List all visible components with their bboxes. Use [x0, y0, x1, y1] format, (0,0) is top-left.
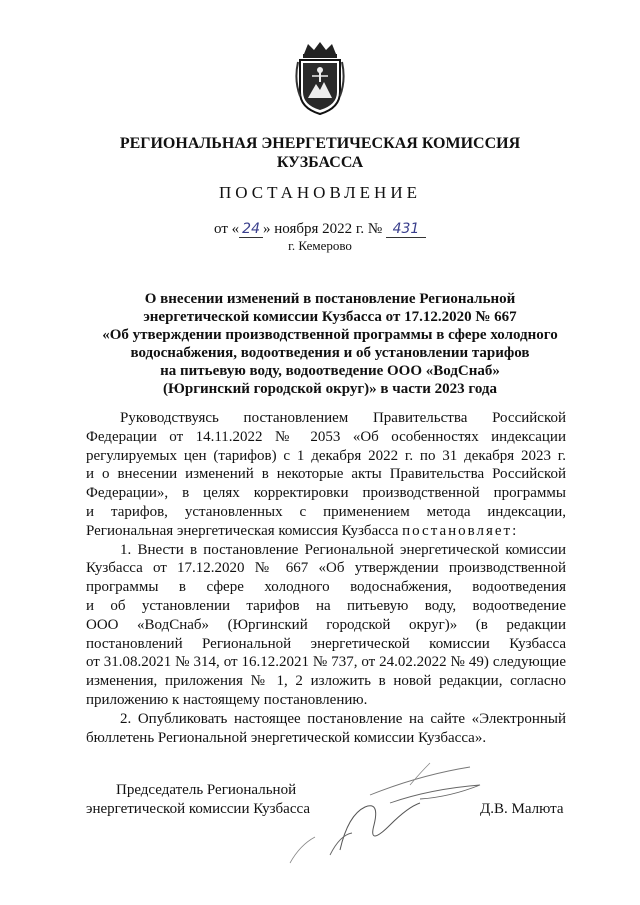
body-line: от 31.08.2021 № 314, от 16.12.2021 № 737, от 24.02.2022 № 49) следующие [86, 654, 566, 671]
title-line: О внесении изменений в постановление Региональной [144, 291, 516, 307]
body-line: постановлений Региональной энергетической комиссии Кузбасса [86, 635, 566, 652]
resolution-prefix: Региональная энергетическая комиссия Кузбасса [86, 522, 403, 539]
organization-name-line1: РЕГИОНАЛЬНАЯ ЭНЕРГЕТИЧЕСКАЯ КОМИССИЯ [119, 135, 521, 152]
document-number-handwritten: 431 [386, 221, 426, 238]
date-number-line [0, 220, 640, 238]
signatory-role-line1: Председатель Региональной [116, 782, 297, 798]
body-line: и тарифов, установленных с применением метода индексации, [86, 503, 566, 520]
title-line: на питьевую воду, водоотведение ООО «ВодСнаб» [160, 363, 500, 379]
body-line: регулируемых цен (тарифов) с 1 декабря 2022 г. по 31 декабря 2023 г. [86, 447, 566, 464]
body-line: Кузбасса от 17.12.2020 № 667 «Об утверждении производственной [86, 560, 566, 577]
title-line: водоснабжения, водоотведения и об установлении тарифов [130, 345, 530, 361]
document-title [80, 290, 580, 398]
signatory-name: Д.В. Малюта [480, 801, 564, 817]
handwritten-signature-icon [270, 755, 520, 875]
body-line: и о внесении изменений в некоторые акты Правительства Российской [86, 466, 566, 483]
document-type: ПОСТАНОВЛЕНИЕ [218, 183, 421, 202]
body-line: приложению к настоящему постановлению. [86, 691, 368, 708]
body-line: изменения, приложения № 1, 2 изложить в новой редакции, согласно [86, 673, 566, 690]
body-line: программы в сфере холодного водоснабжения, водоотведения [86, 579, 566, 596]
body-line: 2. Опубликовать настоящее постановление на сайте «Электронный [120, 710, 566, 727]
document-body [86, 409, 566, 747]
title-line: «Об утверждении производственной программы в сфере холодного [102, 327, 558, 343]
date-day-handwritten: 24 [239, 221, 263, 238]
title-line: энергетической комиссии Кузбасса от 17.12.2020 № 667 [143, 309, 517, 325]
resolution-word: постановляет: [402, 522, 519, 539]
organization-name-line2: КУЗБАССА [276, 154, 364, 171]
signatory-role-line2: энергетической комиссии Кузбасса [86, 801, 310, 817]
date-mid: » ноября 2022 г. № [262, 221, 383, 237]
city: г. Кемерово [288, 238, 352, 253]
body-line: и об установлении тарифов на питьевую воду, водоотведение [86, 597, 566, 614]
body-line-resolution [86, 522, 566, 541]
date-prefix: от « [214, 221, 240, 237]
body-line: ООО «ВодСнаб» (Юргинский городской округ)» (в редакции [86, 616, 566, 633]
body-line: Федерации от 14.11.2022 № 2053 «Об особенностях индексации [86, 428, 566, 445]
title-line: (Юргинский городской округ)» в части 2023 года [162, 381, 497, 397]
body-line: Руководствуясь постановлением Правительства Российской [120, 410, 566, 426]
body-line: бюллетень Региональной энергетической комиссии Кузбасса». [86, 729, 487, 746]
body-line: 1. Внести в постановление Региональной энергетической комиссии [120, 541, 566, 558]
coat-of-arms-icon [294, 40, 346, 116]
body-line: Федерации», в целях корректировки производственной программы [86, 485, 566, 502]
